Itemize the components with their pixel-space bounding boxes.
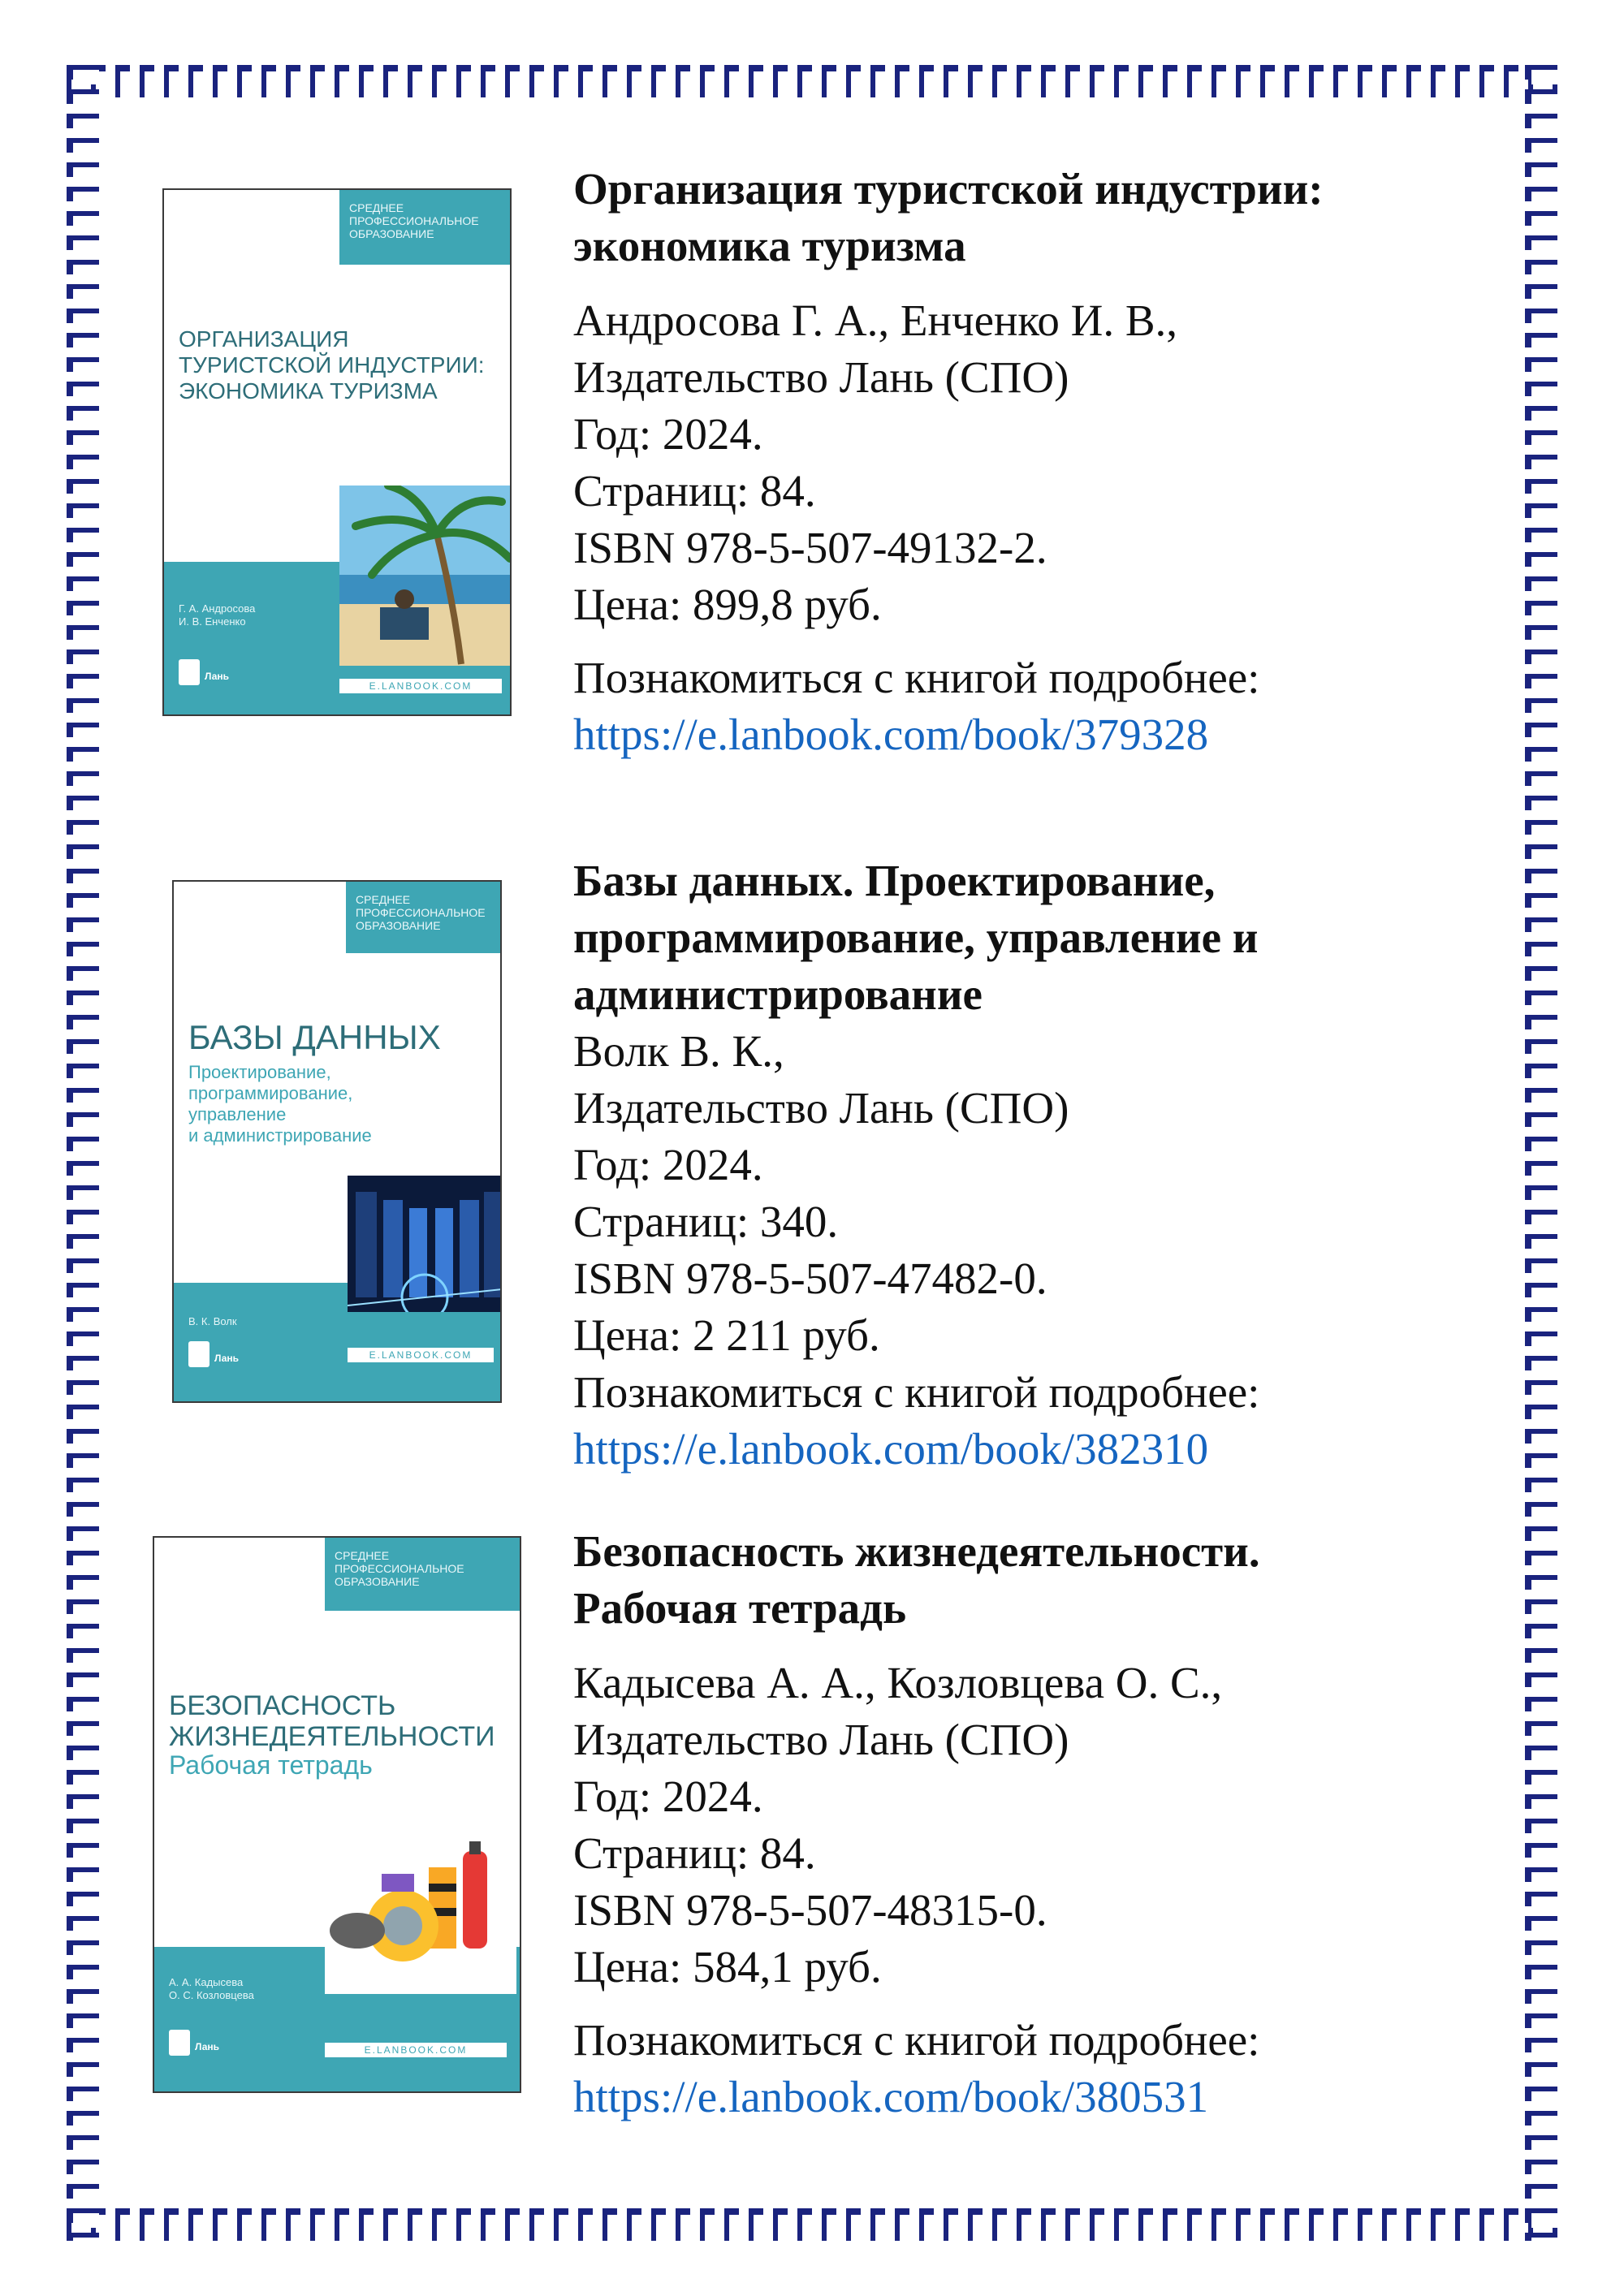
safety-equipment-image	[325, 1835, 516, 1994]
book-authors: Кадысева А. А., Козловцева О. С.,	[573, 1658, 1223, 1707]
book-info-3	[573, 1523, 1507, 2126]
cover-series-label: СРЕДНЕЕ ПРОФЕССИОНАЛЬНОЕ ОБРАЗОВАНИЕ	[339, 190, 510, 265]
cover-title: БАЗЫ ДАННЫХ	[188, 1018, 441, 1056]
cover-site-label: E.LANBOOK.COM	[325, 2043, 507, 2057]
cover-site-label: E.LANBOOK.COM	[348, 1348, 494, 1362]
book-authors: Андросова Г. А., Енченко И. В.,	[573, 296, 1178, 345]
publisher-mark: Лань	[205, 671, 230, 682]
publisher-mark: Лань	[195, 2041, 220, 2052]
book-title: Безопасность жизнедеятельности. Рабочая тетрадь	[573, 1526, 1260, 1633]
cover-subtitle: Проектирование, программирование, управление и администрирование	[188, 1062, 372, 1146]
book-more-label: Познакомиться с книгой подробнее:	[573, 2015, 1260, 2065]
server-room-image	[348, 1176, 502, 1312]
book-title: Организация туристской индустрии: экономика туризма	[573, 164, 1324, 270]
publisher-logo-icon	[169, 2030, 190, 2056]
cover-title: ОРГАНИЗАЦИЯ ТУРИСТСКОЙ ИНДУСТРИИ: ЭКОНОМИКА ТУРИЗМА	[179, 326, 485, 404]
cover-authors: Г. А. Андросова И. В. Енченко	[179, 602, 256, 628]
book-cover-3[interactable]	[153, 1536, 521, 2093]
publisher-mark: Лань	[214, 1353, 240, 1364]
cover-series-label: СРЕДНЕЕ ПРОФЕССИОНАЛЬНОЕ ОБРАЗОВАНИЕ	[346, 882, 502, 953]
beach-palm-image	[339, 486, 510, 666]
book-pages: Страниц: 84.	[573, 466, 816, 516]
decorative-border-right	[1525, 65, 1557, 2241]
book-year: Год: 2024.	[573, 1772, 763, 1821]
book-title: Базы данных. Проектирование, программирование, управление и администрирование	[573, 856, 1259, 1019]
book-price: Цена: 2 211 руб.	[573, 1310, 880, 1360]
cover-subtitle: Рабочая тетрадь	[169, 1750, 373, 1780]
book-price: Цена: 899,8 руб.	[573, 580, 882, 629]
book-price: Цена: 584,1 руб.	[573, 1942, 882, 1992]
cover-title: БЕЗОПАСНОСТЬ ЖИЗНЕДЕЯТЕЛЬНОСТИ	[169, 1690, 495, 1752]
cover-authors: А. А. Кадысева О. С. Козловцева	[169, 1976, 254, 2001]
decorative-border-bottom	[67, 2208, 1557, 2241]
book-info-2	[573, 852, 1507, 1478]
book-info-1	[573, 161, 1507, 763]
book-year: Год: 2024.	[573, 1140, 763, 1189]
book-publisher: Издательство Лань (СПО)	[573, 1715, 1069, 1764]
publisher-logo-icon	[179, 659, 200, 685]
book-isbn: ISBN 978-5-507-48315-0.	[573, 1885, 1047, 1935]
publisher-logo-icon	[188, 1341, 209, 1367]
book-publisher: Издательство Лань (СПО)	[573, 352, 1069, 402]
book-isbn: ISBN 978-5-507-49132-2.	[573, 523, 1047, 572]
book-cover-1[interactable]	[162, 188, 512, 716]
book-isbn: ISBN 978-5-507-47482-0.	[573, 1254, 1047, 1303]
book-pages: Страниц: 84.	[573, 1828, 816, 1878]
book-more-label: Познакомиться с книгой подробнее:	[573, 653, 1260, 702]
cover-series-label: СРЕДНЕЕ ПРОФЕССИОНАЛЬНОЕ ОБРАЗОВАНИЕ	[325, 1538, 521, 1611]
book-link[interactable]: https://e.lanbook.com/book/379328	[573, 710, 1209, 759]
book-link[interactable]: https://e.lanbook.com/book/380531	[573, 2072, 1209, 2121]
book-pages: Страниц: 340.	[573, 1197, 839, 1246]
book-year: Год: 2024.	[573, 409, 763, 459]
decorative-border-left	[67, 65, 99, 2241]
book-more-label: Познакомиться с книгой подробнее:	[573, 1367, 1260, 1417]
book-cover-2[interactable]	[172, 880, 502, 1403]
cover-authors: В. К. Волк	[188, 1315, 237, 1327]
decorative-border-top	[67, 65, 1557, 97]
book-link[interactable]: https://e.lanbook.com/book/382310	[573, 1424, 1209, 1474]
book-publisher: Издательство Лань (СПО)	[573, 1083, 1069, 1133]
book-authors: Волк В. К.,	[573, 1026, 784, 1076]
cover-site-label: E.LANBOOK.COM	[339, 679, 502, 693]
